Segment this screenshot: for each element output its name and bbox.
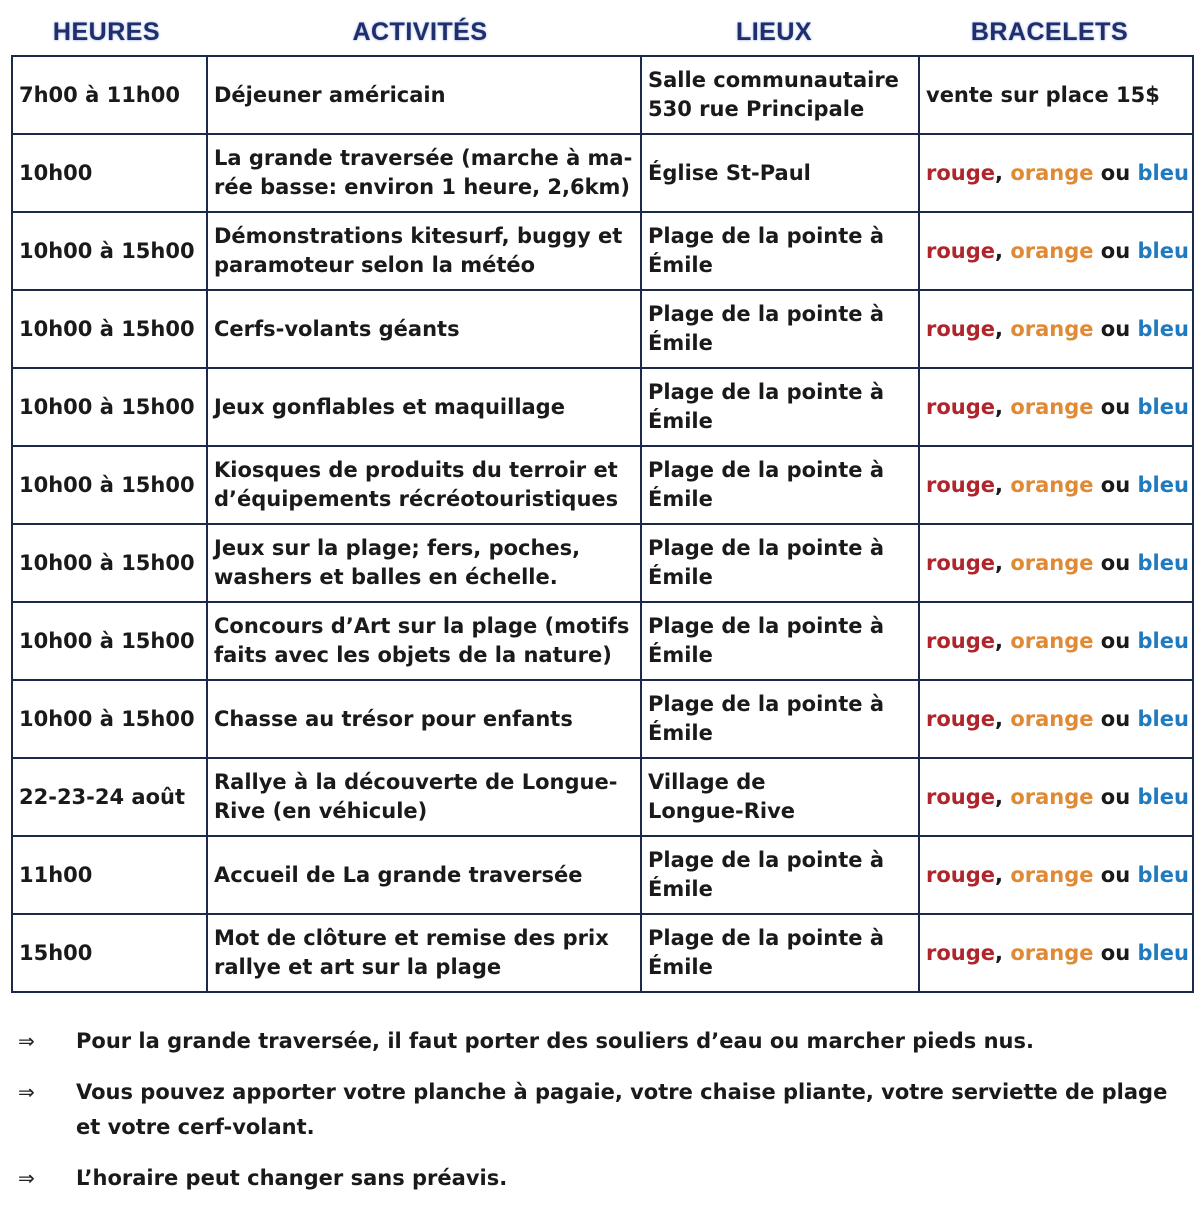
schedule-table (11, 55, 1194, 993)
bracelet-separator: ou (1093, 940, 1138, 965)
cell-time: 10h00 à 15h00 (12, 290, 207, 368)
location-line: 530 rue Principale (648, 97, 865, 121)
cell-activity: Rallye à la découverte de Longue-Rive (en véhicule) (207, 758, 641, 836)
location-line: Émile (648, 331, 713, 355)
bracelet-rouge: rouge (926, 706, 996, 731)
location-line: Plage de la pointe à (648, 458, 884, 482)
bracelet-rouge: rouge (926, 862, 996, 887)
bracelet-separator: ou (1093, 550, 1138, 575)
bracelet-orange: orange (1010, 472, 1094, 497)
table-row (12, 368, 1193, 446)
bracelet-bleu: bleu (1137, 316, 1189, 341)
cell-activity: Mot de clôture et remise des prix rallye et art sur la plage (207, 914, 641, 992)
bracelet-bleu: bleu (1137, 550, 1189, 575)
location-line: Plage de la pointe à (648, 926, 884, 950)
bracelet-separator: ou (1093, 472, 1138, 497)
table-row (12, 758, 1193, 836)
table-row (12, 602, 1193, 680)
location-line: Plage de la pointe à (648, 224, 884, 248)
cell-activity: Accueil de La grande traversée (207, 836, 641, 914)
location-line: Longue-Rive (648, 799, 795, 823)
schedule-body (12, 56, 1193, 992)
bracelet-bleu: bleu (1137, 784, 1189, 809)
bracelet-orange: orange (1010, 862, 1094, 887)
location-line: Village de (648, 770, 766, 794)
bracelet-rouge: rouge (926, 394, 996, 419)
arrow-icon: ⇒ (18, 1166, 35, 1190)
bracelet-separator: , (995, 706, 1011, 731)
arrow-icon: ⇒ (18, 1080, 35, 1104)
header-bracelets: BRACELETS (970, 18, 1129, 46)
cell-time: 10h00 à 15h00 (12, 524, 207, 602)
bracelet-separator: , (995, 394, 1011, 419)
bracelet-rouge: rouge (926, 550, 996, 575)
bracelet-separator: , (995, 940, 1011, 965)
bracelet-orange: orange (1010, 628, 1094, 653)
bracelet-rouge: rouge (926, 940, 996, 965)
note-text: Pour la grande traversée, il faut porter des souliers d’eau ou marcher pieds nus. (76, 1029, 1034, 1053)
bracelet-separator: ou (1093, 706, 1138, 731)
bracelet-orange: orange (1010, 394, 1094, 419)
location-line: Émile (648, 565, 713, 589)
cell-time: 10h00 (12, 134, 207, 212)
cell-activity: Chasse au trésor pour enfants (207, 680, 641, 758)
bracelet-separator: , (995, 316, 1011, 341)
location-line: Plage de la pointe à (648, 614, 884, 638)
note-item (14, 1024, 1184, 1059)
bracelet-orange: orange (1010, 316, 1094, 341)
bracelet-bleu: bleu (1137, 394, 1189, 419)
bracelet-orange: orange (1010, 550, 1094, 575)
note-text: Vous pouvez apporter votre planche à pagaie, votre chaise pliante, votre serviette de plage et votre cerf-volant. (76, 1080, 1168, 1139)
cell-bracelets (919, 290, 1193, 368)
cell-time: 10h00 à 15h00 (12, 446, 207, 524)
table-row (12, 914, 1193, 992)
bracelet-separator: ou (1093, 862, 1138, 887)
cell-time: 10h00 à 15h00 (12, 680, 207, 758)
cell-time: 11h00 (12, 836, 207, 914)
cell-bracelets (919, 836, 1193, 914)
note-item (14, 1075, 1184, 1145)
table-row (12, 212, 1193, 290)
bracelet-bleu: bleu (1137, 940, 1189, 965)
cell-location (641, 914, 919, 992)
bracelet-rouge: rouge (926, 160, 996, 185)
bracelet-orange: orange (1010, 706, 1094, 731)
bracelet-separator: ou (1093, 784, 1138, 809)
cell-time: 15h00 (12, 914, 207, 992)
table-row (12, 446, 1193, 524)
cell-location (641, 836, 919, 914)
cell-time: 7h00 à 11h00 (12, 56, 207, 134)
bracelet-rouge: rouge (926, 628, 996, 653)
cell-activity: Cerfs-volants géants (207, 290, 641, 368)
cell-activity: Démonstrations kitesurf, buggy et paramoteur selon la météo (207, 212, 641, 290)
cell-location (641, 446, 919, 524)
bracelet-separator: , (995, 238, 1011, 263)
cell-bracelets (919, 446, 1193, 524)
cell-activity: Concours d’Art sur la plage (motifs faits avec les objets de la nature) (207, 602, 641, 680)
location-line: Plage de la pointe à (648, 536, 884, 560)
bracelet-bleu: bleu (1137, 160, 1189, 185)
bracelet-separator: ou (1093, 160, 1138, 185)
cell-activity: Kiosques de produits du terroir et d’équipements récréotouristiques (207, 446, 641, 524)
cell-time: 22-23-24 août (12, 758, 207, 836)
cell-bracelets (919, 368, 1193, 446)
cell-location (641, 602, 919, 680)
bracelet-orange: orange (1010, 160, 1094, 185)
bracelet-separator: , (995, 862, 1011, 887)
location-line: Émile (648, 643, 713, 667)
bracelet-bleu: bleu (1137, 862, 1189, 887)
cell-location (641, 134, 919, 212)
bracelet-separator: ou (1093, 316, 1138, 341)
cell-activity: La grande traversée (marche à ma-rée basse: environ 1 heure, 2,6km) (207, 134, 641, 212)
cell-activity: Jeux sur la plage; fers, poches, washers et balles en échelle. (207, 524, 641, 602)
bracelet-rouge: rouge (926, 238, 996, 263)
cell-activity: Jeux gonflables et maquillage (207, 368, 641, 446)
cell-bracelets: vente sur place 15$ (919, 56, 1193, 134)
location-line: Émile (648, 253, 713, 277)
cell-time: 10h00 à 15h00 (12, 602, 207, 680)
location-line: Salle communautaire (648, 68, 899, 92)
bracelet-separator: , (995, 784, 1011, 809)
header-lieux: LIEUX (735, 18, 813, 46)
bracelet-bleu: bleu (1137, 238, 1189, 263)
note-text: L’horaire peut changer sans préavis. (76, 1166, 508, 1190)
header-activites: ACTIVITÉS (352, 18, 488, 46)
location-line: Plage de la pointe à (648, 380, 884, 404)
cell-bracelets (919, 914, 1193, 992)
bracelet-separator: , (995, 472, 1011, 497)
location-line: Plage de la pointe à (648, 302, 884, 326)
location-line: Émile (648, 721, 713, 745)
location-line: Émile (648, 409, 713, 433)
bracelet-orange: orange (1010, 784, 1094, 809)
bracelet-separator: ou (1093, 628, 1138, 653)
cell-activity: Déjeuner américain (207, 56, 641, 134)
cell-bracelets (919, 212, 1193, 290)
cell-bracelets (919, 680, 1193, 758)
cell-bracelets (919, 134, 1193, 212)
cell-time: 10h00 à 15h00 (12, 212, 207, 290)
notes-list (14, 1024, 1184, 1196)
location-line: Émile (648, 955, 713, 979)
bracelet-bleu: bleu (1137, 628, 1189, 653)
table-row (12, 290, 1193, 368)
bracelet-orange: orange (1010, 238, 1094, 263)
location-line: Plage de la pointe à (648, 692, 884, 716)
bracelet-orange: orange (1010, 940, 1094, 965)
location-line: Émile (648, 487, 713, 511)
cell-location (641, 212, 919, 290)
bracelet-rouge: rouge (926, 784, 996, 809)
table-row (12, 680, 1193, 758)
cell-location (641, 680, 919, 758)
cell-time: 10h00 à 15h00 (12, 368, 207, 446)
cell-location (641, 368, 919, 446)
table-row (12, 134, 1193, 212)
note-item (14, 1161, 1184, 1196)
bracelet-rouge: rouge (926, 472, 996, 497)
cell-location (641, 56, 919, 134)
cell-bracelets (919, 602, 1193, 680)
bracelet-separator: , (995, 550, 1011, 575)
table-row (12, 836, 1193, 914)
location-line: Plage de la pointe à (648, 848, 884, 872)
cell-location (641, 290, 919, 368)
cell-bracelets (919, 758, 1193, 836)
bracelet-separator: ou (1093, 238, 1138, 263)
bracelet-separator: , (995, 160, 1011, 185)
cell-location (641, 758, 919, 836)
table-header-row (11, 12, 1186, 52)
bracelet-separator: ou (1093, 394, 1138, 419)
arrow-icon: ⇒ (18, 1029, 35, 1053)
bracelet-rouge: rouge (926, 316, 996, 341)
cell-location (641, 524, 919, 602)
bracelet-bleu: bleu (1137, 706, 1189, 731)
location-line: Émile (648, 877, 713, 901)
bracelet-separator: , (995, 628, 1011, 653)
location-line: Église St-Paul (648, 160, 811, 185)
table-row (12, 56, 1193, 134)
cell-bracelets (919, 524, 1193, 602)
bracelet-bleu: bleu (1137, 472, 1189, 497)
header-heures: HEURES (52, 18, 161, 46)
table-row (12, 524, 1193, 602)
